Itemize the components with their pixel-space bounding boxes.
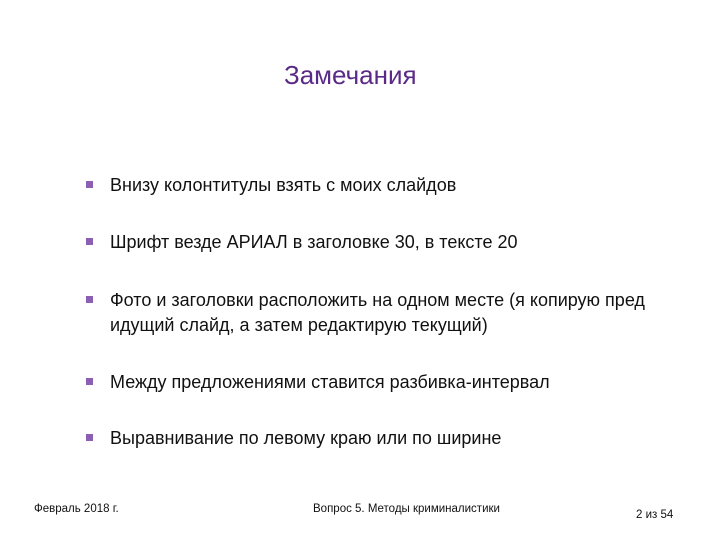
slide-title: Замечания xyxy=(284,60,417,90)
bullet-text: Внизу колонтитулы взять с моих слайдов xyxy=(110,175,457,195)
square-bullet-icon xyxy=(86,238,93,245)
bullet-item xyxy=(86,173,686,198)
square-bullet-icon xyxy=(86,434,93,441)
bullet-text: Фото и заголовки расположить на одном месте (я копирую пред идущий слайд, а затем редактирую текущий) xyxy=(110,290,645,335)
bullet-item xyxy=(86,370,686,395)
footer-date: Февраль 2018 г. xyxy=(34,503,119,515)
square-bullet-icon xyxy=(86,296,93,303)
bullet-item xyxy=(86,230,686,255)
square-bullet-icon xyxy=(86,378,93,385)
square-bullet-icon xyxy=(86,181,93,188)
footer-topic: Вопрос 5. Методы криминалистики xyxy=(313,503,500,515)
bullet-text: Выравнивание по левому краю или по ширине xyxy=(110,428,502,448)
footer-page-number: 2 из 54 xyxy=(636,509,674,521)
bullet-item xyxy=(86,288,686,338)
bullet-text: Шрифт везде АРИАЛ в заголовке 30, в тексте 20 xyxy=(110,232,518,252)
bullet-item xyxy=(86,426,686,451)
bullet-text: Между предложениями ставится разбивка-интервал xyxy=(110,372,550,392)
